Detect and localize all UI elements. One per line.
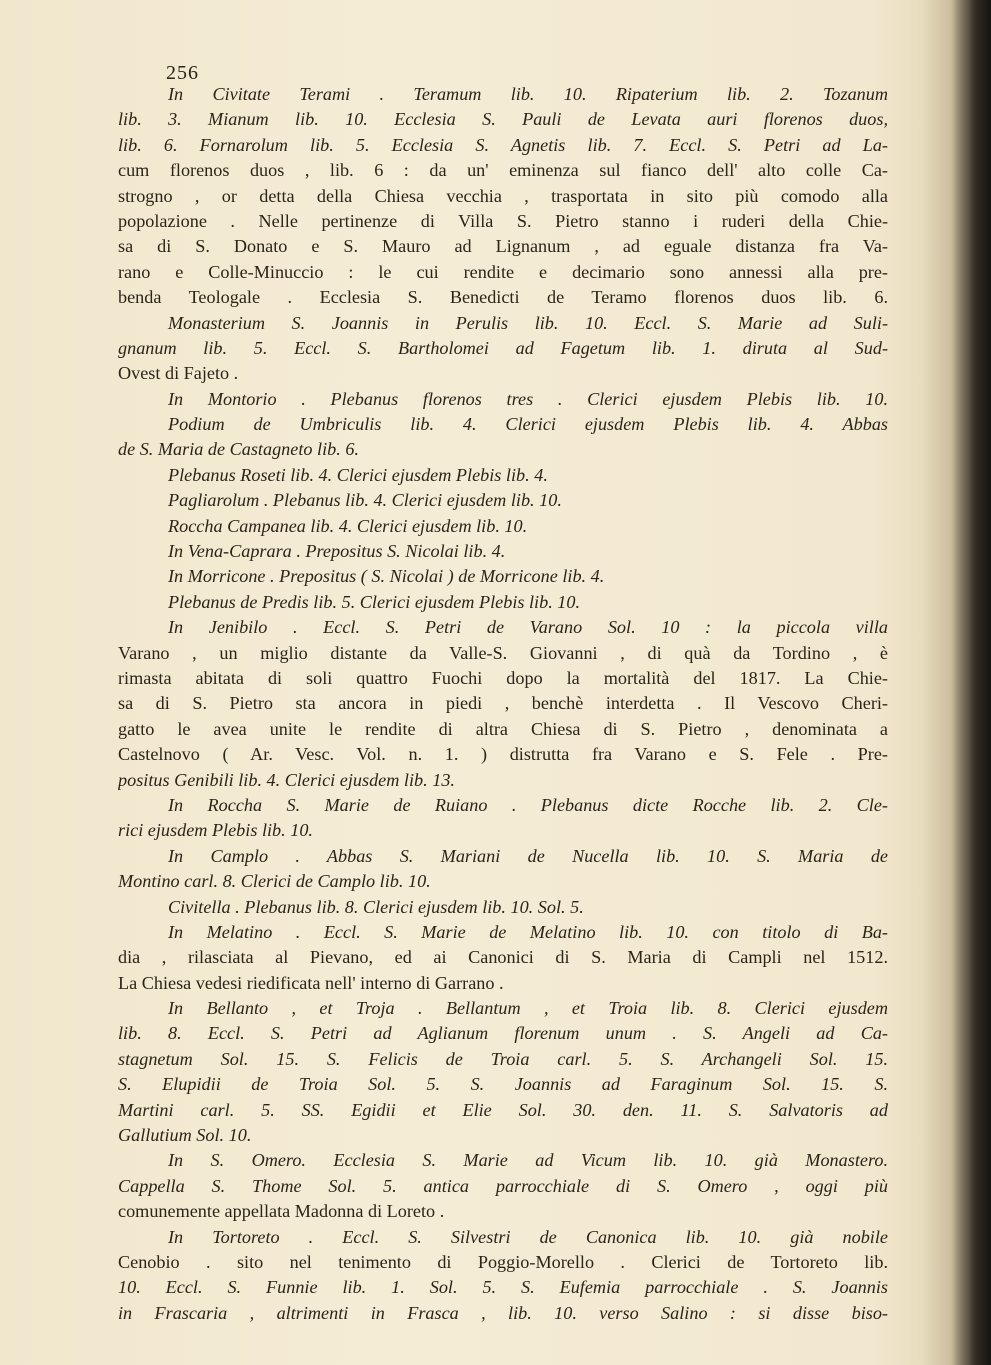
- text-line: Plebanus de Predis lib. 5. Clerici ejusdem Plebis lib. 10.: [168, 591, 581, 612]
- text-line: Roccha Campanea lib. 4. Clerici ejusdem lib. 10.: [168, 515, 528, 536]
- text-line: In Melatino . Eccl. S. Marie de Melatino lib. 10. con titolo di Ba-: [168, 921, 888, 942]
- text-line: In Jenibilo . Eccl. S. Petri de Varano Sol. 10 : la piccola villa: [168, 617, 888, 638]
- text-line: 10. Eccl. S. Funnie lib. 1. Sol. 5. S. Eufemia parrocchiale . S. Joannis: [118, 1277, 888, 1298]
- text-line: La Chiesa vedesi riedificata nell' interno di Garrano .: [118, 972, 504, 993]
- text-line: In Bellanto , et Troja . Bellantum , et Troia lib. 8. Clerici ejusdem: [168, 998, 888, 1019]
- text-line: Civitella . Plebanus lib. 8. Clerici ejusdem lib. 10. Sol. 5.: [168, 896, 584, 917]
- text-line: lib. 3. Mianum lib. 10. Ecclesia S. Pauli de Levata auri florenos duos,: [118, 109, 888, 130]
- book-binding-edge: [951, 0, 991, 1365]
- text-line: Ovest di Fajeto .: [118, 363, 239, 384]
- text-line: rici ejusdem Plebis lib. 10.: [118, 820, 313, 841]
- text-line: gnanum lib. 5. Eccl. S. Bartholomei ad Fagetum lib. 1. diruta al Sud-: [118, 337, 888, 358]
- text-line: sa di S. Donato e S. Mauro ad Lignanum , ad eguale distanza fra Va-: [118, 236, 888, 257]
- text-line: Cenobio . sito nel tenimento di Poggio-Morello . Clerici de Tortoreto lib.: [118, 1251, 888, 1272]
- text-line: lib. 8. Eccl. S. Petri ad Aglianum florenum unum . S. Angeli ad Ca-: [118, 1023, 888, 1044]
- text-line: sa di S. Pietro sta ancora in piedi , benchè interdetta . Il Vescovo Cheri-: [118, 693, 888, 714]
- text-line: In Morricone . Prepositus ( S. Nicolai ) de Morricone lib. 4.: [168, 566, 605, 587]
- text-line: Castelnovo ( Ar. Vesc. Vol. n. 1. ) distrutta fra Varano e S. Fele . Pre-: [118, 744, 888, 765]
- text-line: Martini carl. 5. SS. Egidii et Elie Sol. 30. den. 11. S. Salvatoris ad: [118, 1099, 888, 1120]
- text-line: In S. Omero. Ecclesia S. Marie ad Vicum lib. 10. già Monastero.: [168, 1150, 888, 1171]
- text-line: cum florenos duos , lib. 6 : da un' eminenza sul fianco dell' alto colle Ca-: [118, 160, 888, 181]
- text-line: comunemente appellata Madonna di Loreto .: [118, 1201, 445, 1222]
- text-line: gatto le avea unite le rendite di altra Chiesa di S. Pietro , denominata a: [118, 718, 888, 739]
- text-line: in Frascaria , altrimenti in Frasca , lib. 10. verso Salino : si disse biso-: [118, 1302, 888, 1323]
- text-line: In Tortoreto . Eccl. S. Silvestri de Canonica lib. 10. già nobile: [168, 1226, 888, 1247]
- text-line: rimasta abitata di soli quattro Fuochi dopo la mortalità del 1817. La Chie-: [118, 667, 888, 688]
- text-line: Plebanus Roseti lib. 4. Clerici ejusdem Plebis lib. 4.: [168, 464, 548, 485]
- body-text: [118, 82, 888, 1326]
- text-line: Podium de Umbriculis lib. 4. Clerici ejusdem Plebis lib. 4. Abbas: [168, 414, 888, 435]
- text-line: In Civitate Terami . Teramum lib. 10. Ripaterium lib. 2. Tozanum: [168, 84, 888, 104]
- text-line: In Camplo . Abbas S. Mariani de Nucella lib. 10. S. Maria de: [168, 845, 888, 866]
- text-line: Monasterium S. Joannis in Perulis lib. 10. Eccl. S. Marie ad Suli-: [168, 312, 888, 333]
- text-line: de S. Maria de Castagneto lib. 6.: [118, 439, 359, 460]
- text-line: lib. 6. Fornarolum lib. 5. Ecclesia S. Agnetis lib. 7. Eccl. S. Petri ad La-: [118, 134, 888, 155]
- text-line: Pagliarolum . Plebanus lib. 4. Clerici ejusdem lib. 10.: [168, 490, 562, 511]
- text-line: Montino carl. 8. Clerici de Camplo lib. 10.: [118, 871, 431, 892]
- text-line: In Roccha S. Marie de Ruiano . Plebanus dicte Rocche lib. 2. Cle-: [168, 794, 888, 815]
- text-line: Gallutium Sol. 10.: [118, 1125, 252, 1146]
- text-line: Varano , un miglio distante da Valle-S. Giovanni , di quà da Tordino , è: [118, 642, 888, 663]
- text-line: rano e Colle-Minuccio : le cui rendite e decimario sono annessi alla pre-: [118, 261, 888, 282]
- text-line: In Montorio . Plebanus florenos tres . Clerici ejusdem Plebis lib. 10.: [168, 388, 888, 409]
- text-line: Cappella S. Thome Sol. 5. antica parrocchiale di S. Omero , oggi più: [118, 1175, 888, 1196]
- text-line: S. Elupidii de Troia Sol. 5. S. Joannis ad Faraginum Sol. 15. S.: [118, 1074, 888, 1095]
- text-line: dia , rilasciata al Pievano, ed ai Canonici di S. Maria di Campli nel 1512.: [118, 947, 888, 968]
- page-number: 256: [166, 62, 199, 84]
- text-line: positus Genibili lib. 4. Clerici ejusdem lib. 13.: [118, 769, 455, 790]
- text-line: strogno , or detta della Chiesa vecchia , trasportata in sito più comodo alla: [118, 185, 888, 206]
- text-line: benda Teologale . Ecclesia S. Benedicti de Teramo florenos duos lib. 6.: [118, 287, 888, 308]
- text-line: In Vena-Caprara . Prepositus S. Nicolai lib. 4.: [168, 541, 506, 562]
- text-line: stagnetum Sol. 15. S. Felicis de Troia carl. 5. S. Archangeli Sol. 15.: [118, 1048, 888, 1069]
- text-line: popolazione . Nelle pertinenze di Villa S. Pietro stanno i ruderi della Chie-: [118, 210, 888, 231]
